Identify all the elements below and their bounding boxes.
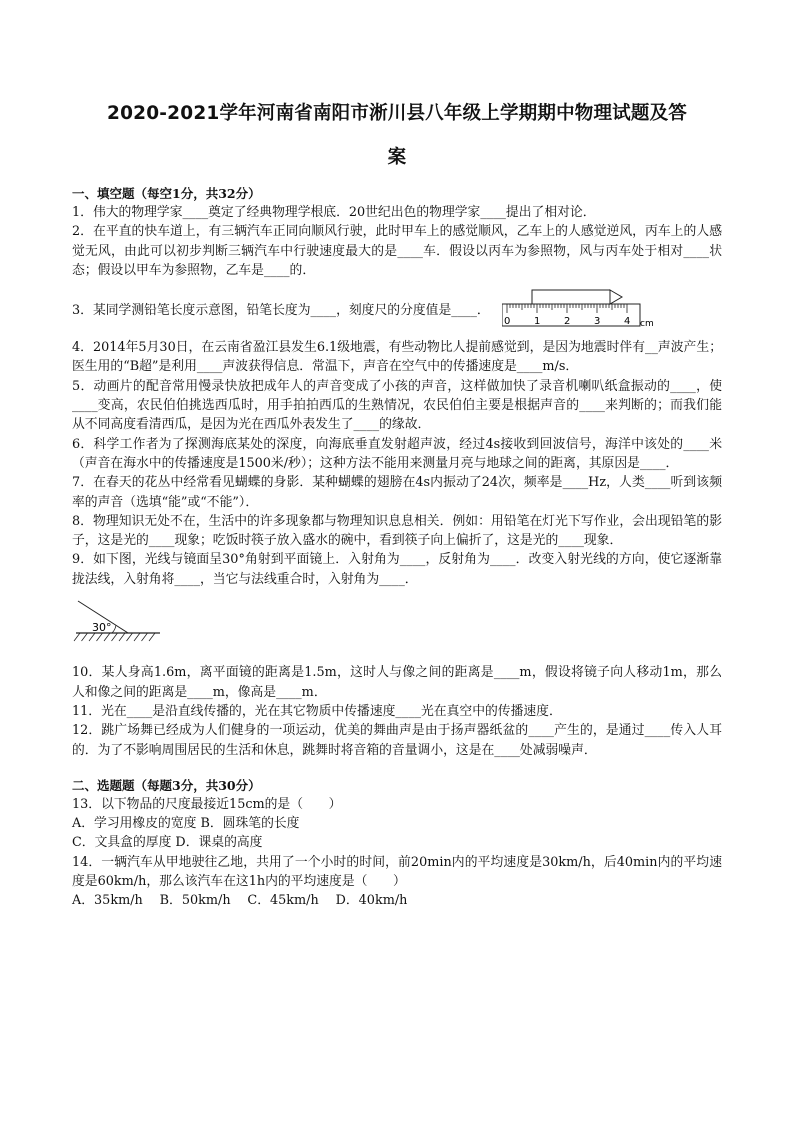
- hatch-line: [74, 633, 80, 641]
- ruler-figure: [502, 286, 662, 334]
- question-9: 9．如下图，光线与镜面呈30°角射到平面镜上．入射角为____，反射角为____．改变入射光线的方向，使它逐渐靠拢法线，入射角将____，当它与法线重合时，入射角为____．: [72, 552, 722, 587]
- question-13: 13．以下物品的尺度最接近15cm的是（ ）: [72, 796, 342, 812]
- question-10: 10．某人身高1.6m，离平面镜的距离是1.5m，这时人与像之间的距离是____m，假设将镜子向人移动1m，那么人和像之间的距离是____m，像高是____m．: [72, 665, 722, 700]
- question-4: 4．2014年5月30日，在云南省盈江县发生6.1级地震，有些动物比人提前感觉到，是因为地震时伴有__声波产生；医生用的“B超”是利用____声波获得信息．常温下，声音在空气中的传播速度是____m/s．: [72, 340, 722, 375]
- ruler-label-3: 3: [593, 316, 601, 328]
- section-gap: [72, 760, 722, 772]
- question-13-options-ab: A．学习用橡皮的宽度 B．圆珠笔的长度: [72, 816, 300, 832]
- mirror-figure: [72, 595, 164, 651]
- question-5: 5．动画片的配音常用慢录快放把成年人的声音变成了小孩的声音，这样做加快了录音机喇叭纸盒振动的____，使____变高，农民伯伯挑选西瓜时，用手拍拍西瓜的生熟情况，农民伯伯主要是根据声音的____来判断的；而我们能从不同高度看清西瓜，是因为光在西瓜外表发生了____的缘故．: [72, 378, 722, 433]
- hatch-line: [89, 633, 95, 641]
- section-heading-choice: 二、选题题（每题3分，共30分）: [72, 777, 261, 793]
- hatch-line: [97, 633, 103, 641]
- ruler-label-4: 4: [623, 316, 631, 328]
- hatch-line: [127, 633, 133, 641]
- hatch-line: [119, 633, 125, 641]
- question-7: 7．在春天的花丛中经常看见蝴蝶的身影．某种蝴蝶的翅膀在4s内振动了24次，频率是____Hz，人类____听到该频率的声音（选填“能”或“不能”）．: [72, 475, 722, 510]
- hatch-line: [149, 633, 155, 641]
- question-2: 2．在平直的快车道上，有三辆汽车正同向顺风行驶，此时甲车上的感觉顺风，乙车上的人感觉逆风，丙车上的人感觉无风，由此可以初步判断三辆汽车中行驶速度最大的是____车．假设以丙车为参照物，风与丙车处于相对____状态；假设以甲车为参照物，乙车是____的．: [72, 224, 722, 278]
- ruler-label-1: 1: [533, 316, 541, 328]
- angle-arc: [112, 625, 116, 633]
- ruler-body: [502, 304, 640, 326]
- hatch-line: [134, 633, 140, 641]
- question-list-choice: [72, 795, 722, 911]
- title-line-1: 2020-2021学年河南省南阳市淅川县八年级上学期期中物理试题及答: [107, 103, 687, 124]
- ruler-label-2: 2: [563, 316, 571, 328]
- section-heading-fill-in: 一、填空题（每空1分，共32分）: [72, 186, 261, 201]
- question-11: 11．光在____是沿直线传播的，光在其它物质中传播速度____光在真空中的传播速度．: [72, 703, 562, 719]
- question-list-fill-in: [72, 203, 722, 760]
- hatch-line: [104, 633, 110, 641]
- hatch-line: [112, 633, 118, 641]
- title-line-2: 案: [387, 147, 407, 168]
- question-8: 8．物理知识无处不在，生活中的许多现象都与物理知识息息相关．例如：用铅笔在灯光下写作业，会出现铅笔的影子，这是光的____现象；吃饭时筷子放入盛水的碗中，看到筷子向上偏折了，这是光的____现象．: [72, 513, 722, 549]
- pencil-body: [532, 290, 610, 304]
- question-6: 6．科学工作者为了探测海底某处的深度，向海底垂直发射超声波，经过4s接收到回波信号，海洋中该处的____米（声音在海水中的传播速度是1500米/秒）；这种方法不能用来测量月亮与地球之间的距离，其原因是____．: [72, 436, 722, 471]
- ruler-label-0: 0: [503, 316, 511, 328]
- question-3: 3．某同学测铅笔长度示意图，铅笔长度为____，刻度尺的分度值是____．: [72, 302, 490, 318]
- hatch-line: [142, 633, 148, 641]
- question-14-options: A．35km/h B．50km/h C．45km/h D．40km/h: [72, 893, 408, 909]
- mirror-figure-wrap: [72, 595, 722, 657]
- hatch-line: [82, 633, 88, 641]
- mirror-hatching: [74, 633, 155, 641]
- question-3-row: [72, 286, 722, 334]
- page-title: [72, 92, 722, 180]
- ruler-unit: cm: [639, 319, 654, 330]
- question-1: 1．伟大的物理学家____奠定了经典物理学根底．20世纪出色的物理学家____提出了相对论．: [72, 205, 596, 220]
- angle-label: 30°: [92, 621, 112, 635]
- ruler-ticks: [507, 304, 627, 313]
- question-14: 14．一辆汽车从甲地驶往乙地，共用了一个小时的时间，前20min内的平均速度是30km/h，后40min内的平均速度是60km/h，那么该汽车在这1h内的平均速度是（ ）: [72, 854, 722, 890]
- exam-page: [72, 92, 722, 911]
- question-12: 12．跳广场舞已经成为人们健身的一项运动，优美的舞曲声是由于扬声器纸盆的____产生的，是通过____传入人耳的．为了不影响周围居民的生活和休息，跳舞时将音箱的音量调小，这是在____处减弱噪声．: [72, 723, 722, 758]
- pencil-tip: [610, 290, 622, 304]
- question-13-options-cd: C．文具盒的厚度 D．课桌的高度: [72, 835, 263, 851]
